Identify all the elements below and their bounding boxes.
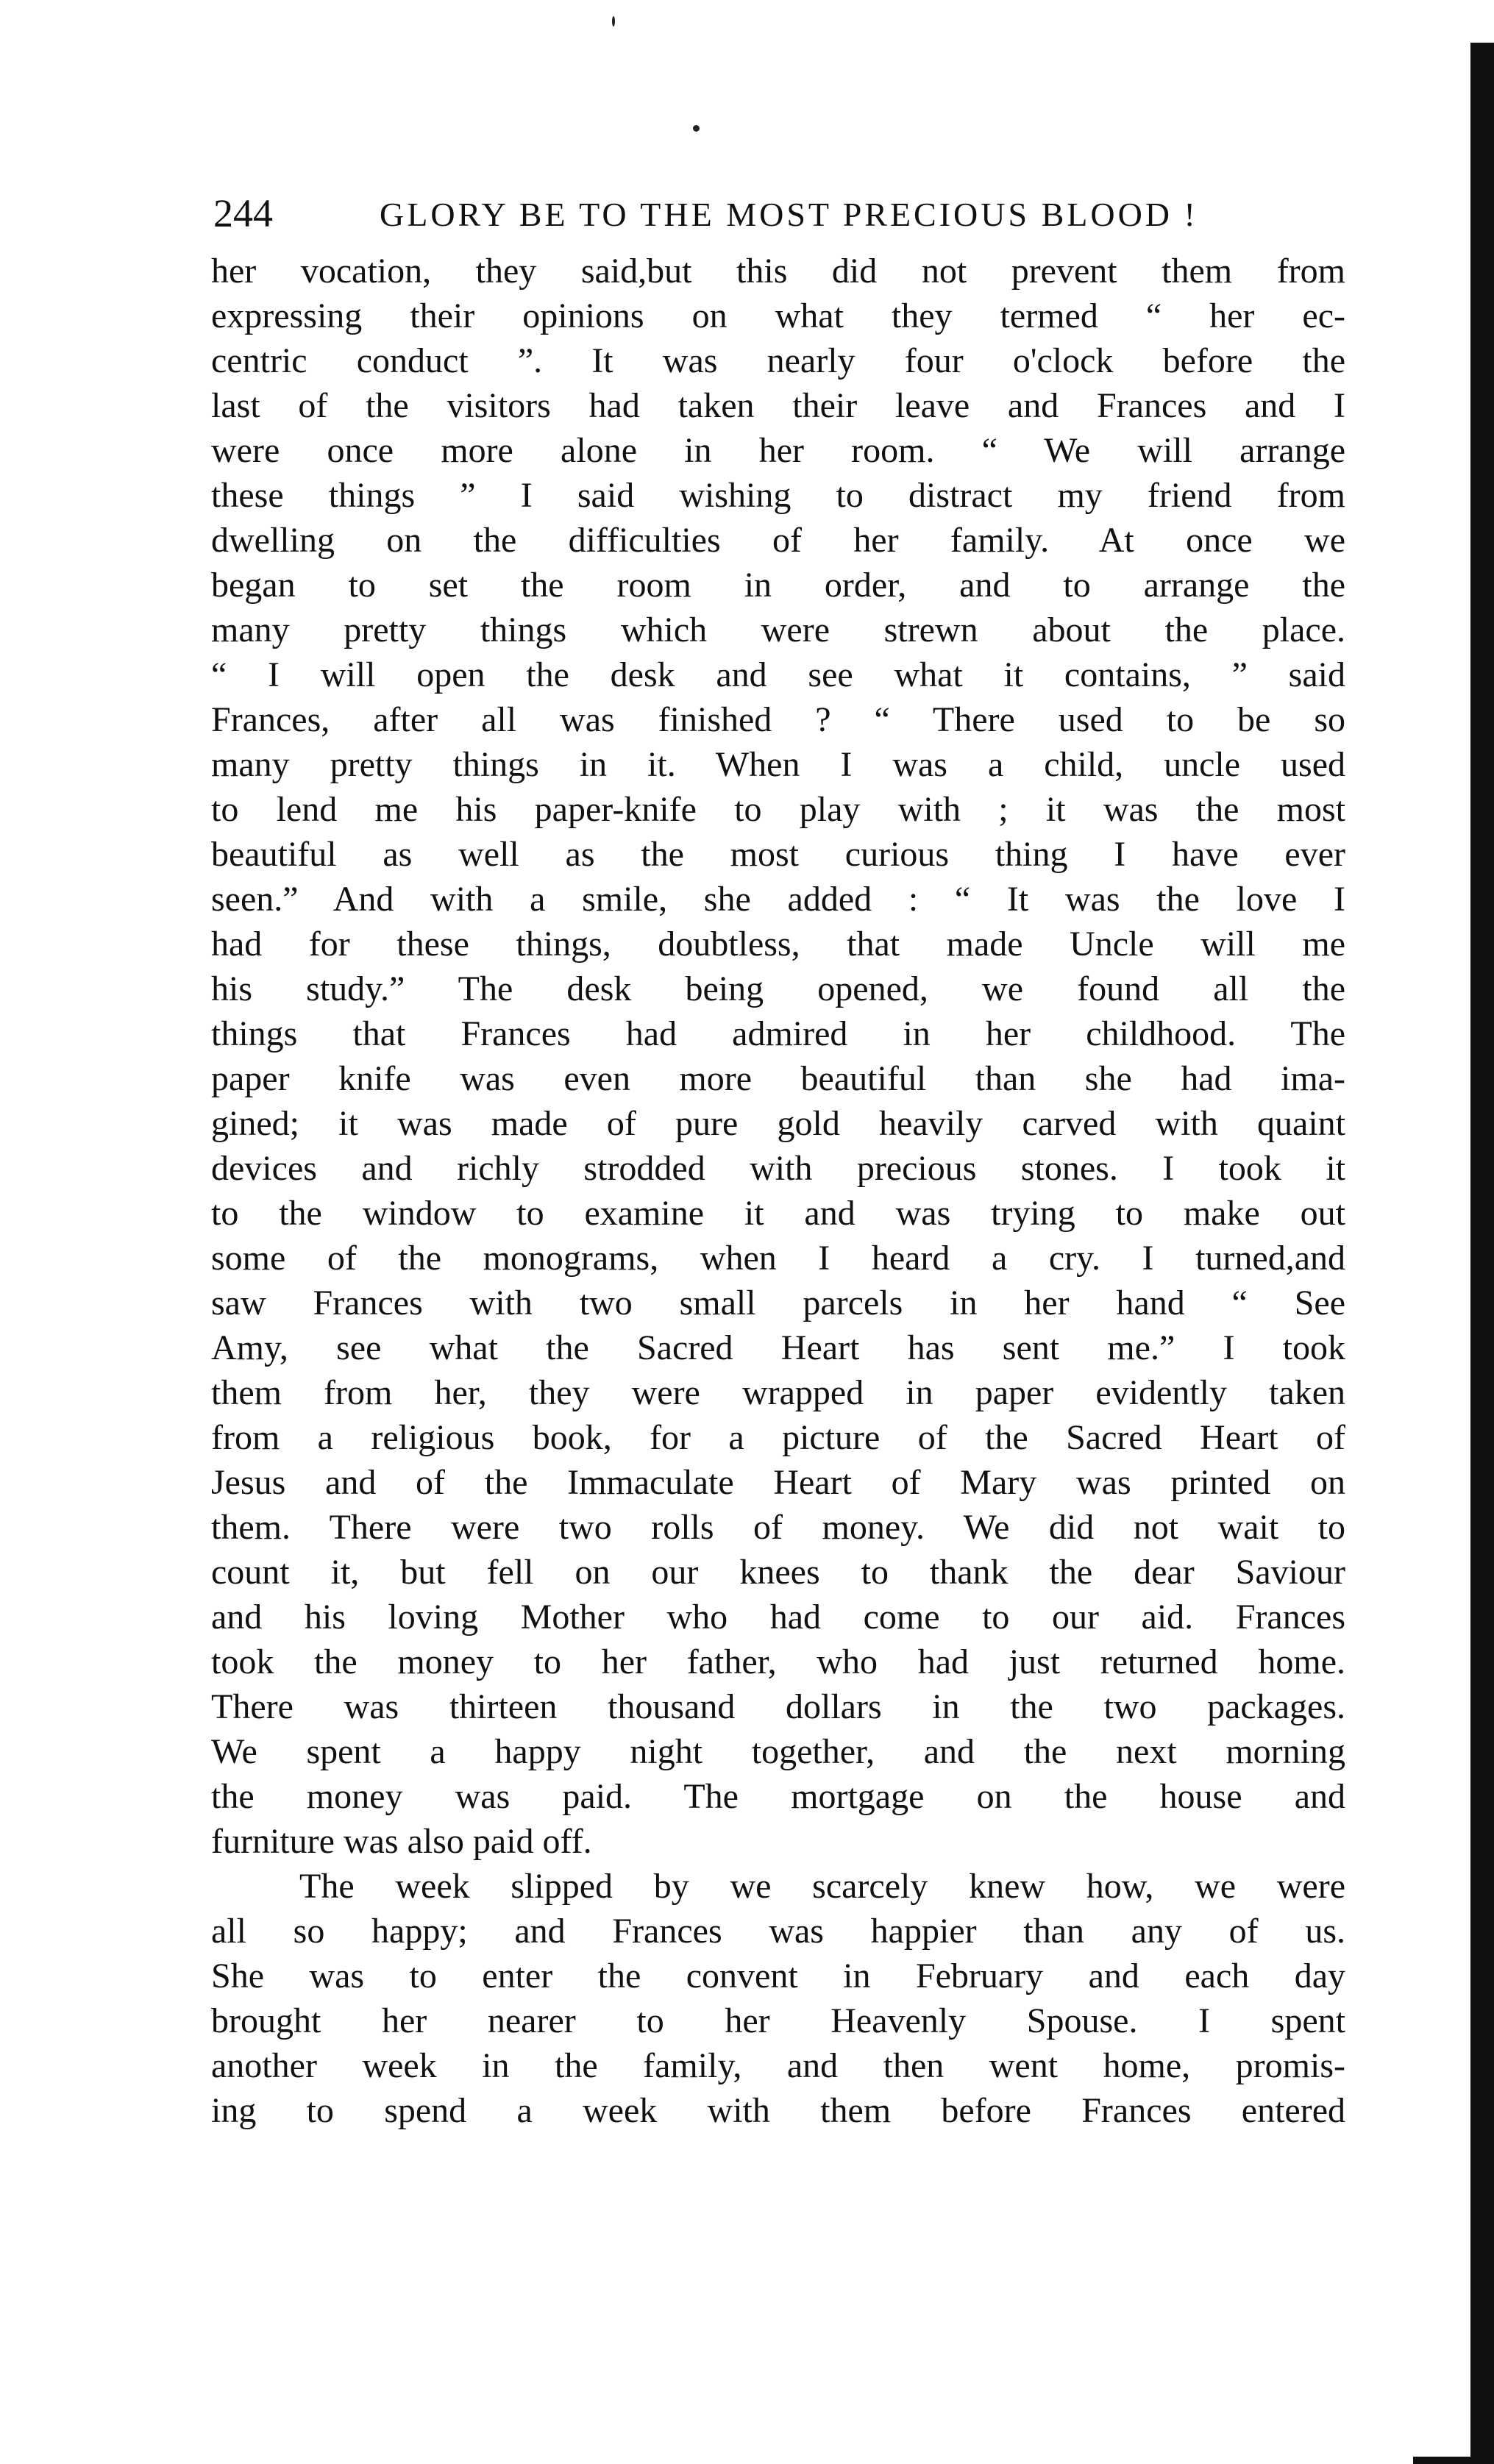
text-line: and his loving Mother who had come to our aid. Frances xyxy=(211,1598,1345,1637)
print-speck-mid xyxy=(693,125,700,132)
text-line: to lend me his paper-knife to play with ; it was the most xyxy=(211,790,1345,829)
text-line: took the money to her father, who had just returned home. xyxy=(211,1642,1345,1681)
print-speck-top xyxy=(612,16,615,26)
text-line: Jesus and of the Immaculate Heart of Mary was printed on xyxy=(211,1463,1345,1502)
text-line: his study.” The desk being opened, we found all the xyxy=(211,969,1345,1008)
text-line: things that Frances had admired in her childhood. The xyxy=(211,1014,1345,1053)
text-line: devices and richly strodded with precious stones. I took it xyxy=(211,1149,1345,1188)
page-number: 244 xyxy=(213,191,273,235)
text-line: all so happy; and Frances was happier than any of us. xyxy=(211,1912,1345,1951)
text-line: last of the visitors had taken their leave and Frances and I xyxy=(211,386,1345,425)
text-line: had for these things, doubtless, that made Uncle will me xyxy=(211,925,1345,964)
text-line: count it, but fell on our knees to thank the dear Saviour xyxy=(211,1553,1345,1592)
text-line: many pretty things which were strewn about the place. xyxy=(211,610,1345,649)
text-line: ing to spend a week with them before Frances entered xyxy=(211,2091,1345,2130)
text-line: brought her nearer to her Heavenly Spouse. I spent xyxy=(211,2001,1345,2040)
text-line: Amy, see what the Sacred Heart has sent me.” I took xyxy=(211,1328,1345,1367)
text-line: paper knife was even more beautiful than she had ima- xyxy=(211,1059,1345,1098)
text-line: The week slipped by we scarcely knew how, we were xyxy=(299,1867,1345,1906)
text-line: many pretty things in it. When I was a child, uncle used xyxy=(211,745,1345,784)
text-line: were once more alone in her room. “ We will arrange xyxy=(211,431,1345,470)
running-title: GLORY BE TO THE MOST PRECIOUS BLOOD ! xyxy=(380,196,1198,233)
text-line: She was to enter the convent in February and each day xyxy=(211,1956,1345,1995)
text-line: seen.” And with a smile, she added : “ It was the love I xyxy=(211,880,1345,919)
text-line: to the window to examine it and was trying to make out xyxy=(211,1194,1345,1233)
text-line: from a religious book, for a picture of the Sacred Heart of xyxy=(211,1418,1345,1457)
text-line: gined; it was made of pure gold heavily carved with quaint xyxy=(211,1104,1345,1143)
page-edge-shadow xyxy=(1470,43,1494,2464)
page-header xyxy=(213,190,1348,237)
page-body xyxy=(211,249,1345,2133)
text-line: her vocation, they said,but this did not prevent them from xyxy=(211,252,1345,291)
text-line: began to set the room in order, and to arrange the xyxy=(211,566,1345,605)
text-line: centric conduct ”. It was nearly four o'clock before the xyxy=(211,341,1345,380)
text-line: “ I will open the desk and see what it contains, ” said xyxy=(211,655,1345,694)
text-line: them from her, they were wrapped in paper evidently taken xyxy=(211,1373,1345,1412)
text-line: these things ” I said wishing to distract my friend from xyxy=(211,476,1345,515)
text-line: beautiful as well as the most curious thing I have ever xyxy=(211,835,1345,874)
text-line: some of the monograms, when I heard a cry. I turned,and xyxy=(211,1239,1345,1278)
text-line: dwelling on the difficulties of her family. At once we xyxy=(211,521,1345,560)
text-line: the money was paid. The mortgage on the house and xyxy=(211,1777,1345,1816)
text-line: We spent a happy night together, and the next morning xyxy=(211,1732,1345,1771)
text-line: furniture was also paid off. xyxy=(211,1822,592,1861)
text-line: another week in the family, and then went home, promis- xyxy=(211,2046,1345,2085)
text-line: saw Frances with two small parcels in her hand “ See xyxy=(211,1283,1345,1322)
page-edge-base xyxy=(1413,2457,1494,2464)
text-line: There was thirteen thousand dollars in the two packages. xyxy=(211,1687,1345,1726)
text-line: Frances, after all was finished ? “ There used to be so xyxy=(211,700,1345,739)
text-line: expressing their opinions on what they termed “ her ec- xyxy=(211,296,1345,335)
text-line: them. There were two rolls of money. We did not wait to xyxy=(211,1508,1345,1547)
